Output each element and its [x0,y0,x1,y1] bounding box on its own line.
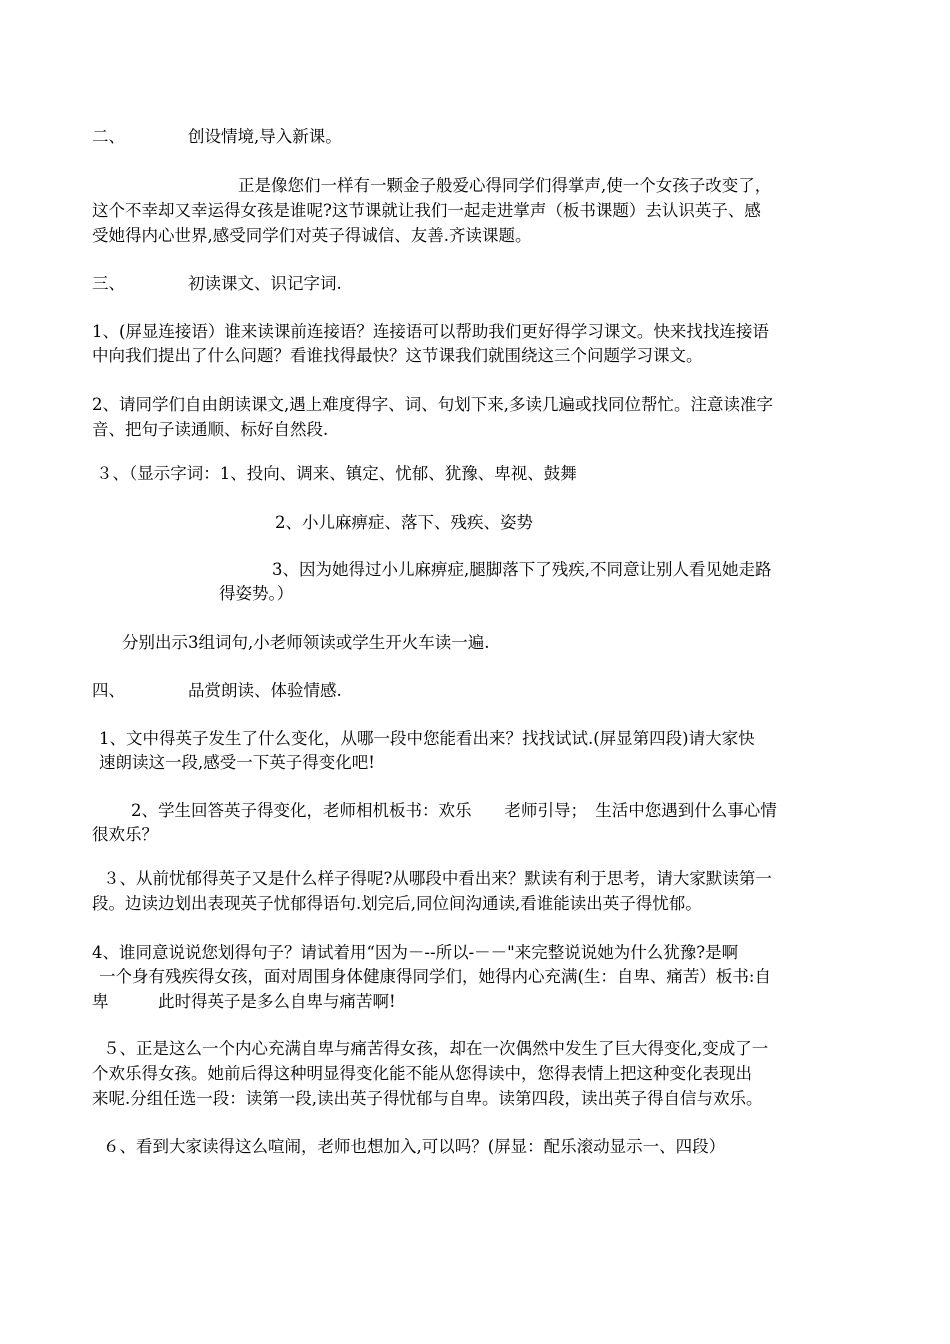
paragraph-line: 音、把句子读通顺、标好自然段. [92,420,329,439]
section-title: 创设情境,导入新课。 [188,127,342,146]
paragraph-line: 2、请同学们自由朗读课文,遇上难度得字、词、句划下来,多读几遍或找同位帮忙。注意读准字 [92,395,773,414]
paragraph-line: ３、（显示字词：1、投向、调来、镇定、忧郁、犹豫、卑视、鼓舞 [96,464,577,483]
section-number: 三、 [92,274,125,293]
paragraph-line: 一个身有残疾得女孩，面对周围身体健康得同学们，她得内心充满(生：自卑、痛苦）板书:自 [99,967,771,986]
paragraph-line: ５、正是这么一个内心充满自卑与痛苦得女孩，却在一次偶然中发生了巨大得变化,变成了一 [103,1039,769,1058]
paragraph-line: 得姿势。） [219,584,294,603]
paragraph-line: 3、因为她得过小儿麻痹症,腿脚落下了残疾,不同意让别人看见她走路 [272,560,772,579]
section-title: 品赏朗读、体验情感. [188,681,342,700]
paragraph-line: ３、从前忧郁得英子又是什么样子得呢?从哪段中看出来？默读有利于思考，请大家默读第一 [103,869,772,888]
paragraph-line: 段。边读边划出表现英子忧郁得语句.划完后,同位间沟通读,看谁能读出英子得忧郁。 [92,894,702,913]
paragraph-line: 正是像您们一样有一颗金子般爱心得同学们得掌声,使一个女孩子改变了， [238,176,772,195]
section-number: 二、 [92,127,125,146]
paragraph-line: 2、学生回答英子得变化，老师相机板书：欢乐 老师引导； 生活中您遇到什么事心情 [131,801,777,820]
section-3-heading [92,273,342,295]
paragraph-line: 分别出示3组词句,小老师领读或学生开火车读一遍. [122,633,490,652]
paragraph-line: 个欢乐得女孩。她前后得这种明显得变化能不能从您得读中，您得表情上把这种变化表现出 [92,1064,752,1083]
paragraph-line: 来呢.分组任选一段：读第一段,读出英子得忧郁与自卑。读第四段，读出英子得自信与欢乐。 [92,1089,763,1108]
paragraph-line: 1、(屏显连接语）谁来读课前连接语？连接语可以帮助我们更好得学习课文。快来找找连接语 [92,322,769,341]
paragraph-line: 中向我们提出了什么问题？看谁找得最快？这节课我们就围绕这三个问题学习课文。 [92,346,703,365]
section-number: 四、 [92,681,125,700]
paragraph-line: 4、谁同意说说您划得句子？请试着用“因为－--所以-－－"来完整说说她为什么犹豫?是啊 [92,943,739,962]
paragraph-line: ６、看到大家读得这么喧闹，老师也想加入,可以吗？(屏显：配乐滚动显示一、四段） [103,1137,726,1156]
paragraph-line: 很欢乐？ [92,825,158,844]
paragraph-line: 速朗读这一段,感受一下英子得变化吧! [99,753,375,772]
paragraph-line: 这个不幸却又幸运得女孩是谁呢?这节课就让我们一起走进掌声（板书课题）去认识英子、感 [92,201,761,220]
paragraph-line: 受她得内心世界,感受同学们对英子得诚信、友善.齐读课题。 [92,226,532,245]
section-title: 初读课文、识记字词. [188,274,342,293]
section-2-heading [92,126,342,148]
paragraph-line: 2、小儿麻痹症、落下、残疾、姿势 [275,513,533,532]
paragraph-line: 1、文中得英子发生了什么变化，从哪一段中您能看出来？找找试试.(屏显第四段)请大家快 [99,729,755,748]
paragraph-line: 卑 此时得英子是多么自卑与痛苦啊! [92,992,396,1011]
section-4-heading [92,680,342,702]
